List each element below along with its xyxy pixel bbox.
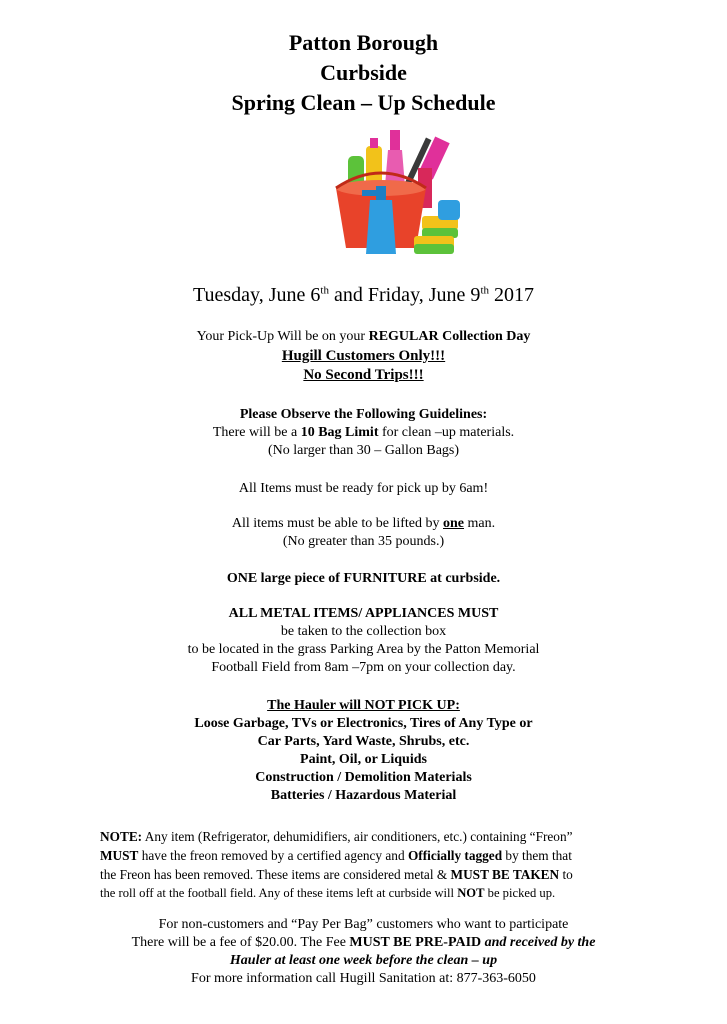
bag-size: (No larger than 30 – Gallon Bags) xyxy=(267,443,460,458)
not-pickup-item: Batteries / Hazardous Material xyxy=(270,788,457,803)
cleaning-bucket-icon xyxy=(318,128,468,258)
event-dates: Tuesday, June 6th and Friday, June 9th 2017 xyxy=(192,284,534,306)
not-pickup-item: Car Parts, Yard Waste, Shrubs, etc. xyxy=(257,734,470,749)
contact-info: For more information call Hugill Sanitation at: 877-363-6050 xyxy=(191,971,536,986)
fee-line-3: Hauler at least one week before the clean – up xyxy=(229,953,498,968)
bag-limit: There will be a 10 Bag Limit for clean –up materials. xyxy=(212,425,515,440)
fee-line-2: There will be a fee of $20.00. The Fee MUST BE PRE-PAID and received by the xyxy=(131,935,596,950)
freon-note: NOTE: Any item (Refrigerator, dehumidifiers, air conditioners, etc.) containing “Freon” MUST have the freon removed by a certified agency and Officially tagged by them that the Freon has been removed. These items are considered metal & MUST BE TAKEN to the roll off at the football field. Any of these items left at curbside will NOT be picked up. xyxy=(100,829,573,900)
title-line-1: Patton Borough xyxy=(288,30,439,55)
furniture-rule: ONE large piece of FURNITURE at curbside. xyxy=(226,571,501,586)
not-pickup-item: Construction / Demolition Materials xyxy=(255,770,472,785)
weight-limit: (No greater than 35 pounds.) xyxy=(282,534,445,549)
pickup-day: Your Pick-Up Will be on your REGULAR Collection Day xyxy=(196,329,531,344)
lift-rule: All items must be able to be lifted by one man. xyxy=(231,516,496,531)
title-line-2: Curbside xyxy=(320,60,407,85)
not-pickup-heading: The Hauler will NOT PICK UP: xyxy=(267,698,460,713)
page-title xyxy=(0,28,727,118)
not-pickup-item: Paint, Oil, or Liquids xyxy=(300,752,427,767)
fee-line-1: For non-customers and “Pay Per Bag” customers who want to participate xyxy=(158,917,569,932)
metal-line-2: to be located in the grass Parking Area by the Patton Memorial xyxy=(187,642,540,657)
guidelines-heading: Please Observe the Following Guidelines: xyxy=(239,407,488,422)
title-line-3: Spring Clean – Up Schedule xyxy=(231,90,496,115)
no-second-trips: No Second Trips!!! xyxy=(303,367,424,383)
not-pickup-item: Loose Garbage, TVs or Electronics, Tires of Any Type or xyxy=(194,716,533,731)
customers-only: Hugill Customers Only!!! xyxy=(281,348,446,364)
ready-time: All Items must be ready for pick up by 6am! xyxy=(238,481,489,496)
metal-line-3: Football Field from 8am –7pm on your collection day. xyxy=(211,660,516,675)
metal-heading: ALL METAL ITEMS/ APPLIANCES MUST xyxy=(228,606,499,621)
metal-line-1: be taken to the collection box xyxy=(280,624,447,639)
